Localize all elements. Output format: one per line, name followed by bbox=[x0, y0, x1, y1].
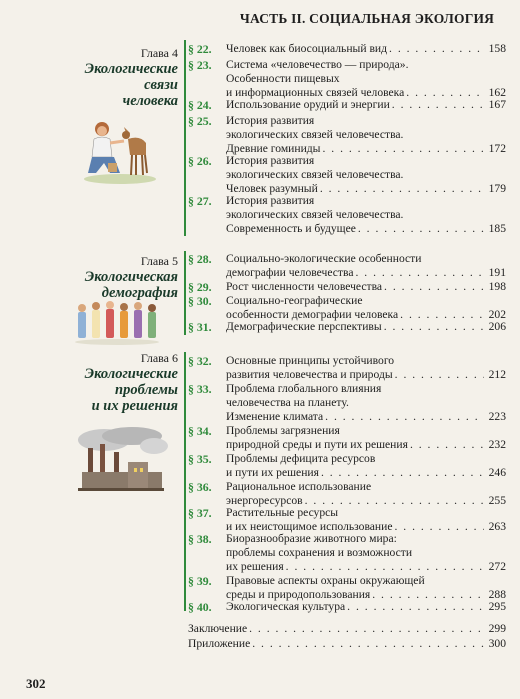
chapter-4-heading bbox=[30, 46, 178, 109]
toc-entry-appendix[interactable] bbox=[188, 637, 506, 650]
chapter-number: Глава 4 bbox=[140, 46, 178, 60]
entry-title: Заключение bbox=[188, 622, 248, 635]
section-number: § 33. bbox=[188, 382, 212, 396]
chapter-number: Глава 5 bbox=[140, 254, 178, 268]
page-ref: 295 bbox=[488, 600, 506, 613]
chapter-5-divider bbox=[184, 251, 186, 335]
page-ref: 202 bbox=[488, 308, 506, 322]
page-ref: 263 bbox=[488, 520, 506, 534]
people-group-illustration bbox=[72, 298, 162, 346]
page-ref: 255 bbox=[488, 494, 506, 508]
page-ref: 185 bbox=[488, 222, 506, 236]
section-number: § 28. bbox=[188, 252, 212, 266]
chapter-title: Экологическая демография bbox=[84, 269, 178, 301]
page-ref: 191 bbox=[488, 266, 506, 280]
chapter-5-heading bbox=[30, 254, 178, 301]
chapter-6-heading bbox=[30, 351, 178, 414]
part-title: ЧАСТЬ II. СОЦИАЛЬНАЯ ЭКОЛОГИЯ bbox=[239, 11, 495, 26]
book-page: ЧАСТЬ II. СОЦИАЛЬНАЯ ЭКОЛОГИЯ Глава 4 Экологические связи человека Глава 5 Экологическая демография Глава 6 Экологические проблемы и их решения § 22. Человек как биосоциальный вид . . . 158 § 23. Система «человечество — природа». Особенности пищевых и информационных связей человека . . . 162 § 24. Использование орудий и энергии . . . 167 § 25. История развития экологических связей человечества. Древние гоминиды . . . 172 § 26. История развития экологических связей человечества. Человек разумный . . . 179 § 27. История развития экологических связей человечества. Современность и будущее . . . 185 § 28. Социально-экологические особенности демографии человечества . . . 191 § 29. Рост численности человечества . . . 198 § 30. Социально-географические особенности демографии человека . . . 202 § 31. Демографические перспективы . . . 206 § 32. Основные принципы устойчивого развития человечества и природы . . . 212 § 33. Проблема глобального влияния человечества на планету. Изменение климата . . . 223 § 34. Проблемы загрязнения природной среды и пути их решения . . . 232 § 35. Проблемы дефицита ресурсов и пути их решения . . . 246 § 36. Рациональное использование энергоресурсов . . . 255 § 37. Растительные ресурсы и их неистощимое использование . . . 263 § 38. Биоразнообразие животного мира: проблемы сохранения и возможности их решения . . . 272 § 39. Правовые аспекты охраны окружающей среды и природопользования . . . 288 § 40. Экологическая культура . . . 295 Заключение . . . 299 Приложение . . . 300 302 bbox=[0, 0, 520, 699]
factory-pollution-illustration bbox=[74, 426, 168, 492]
section-number: § 34. bbox=[188, 424, 212, 438]
section-number: § 37. bbox=[188, 506, 212, 520]
section-number: § 31. bbox=[188, 320, 212, 334]
section-number: § 22. bbox=[188, 42, 212, 56]
section-number: § 25. bbox=[188, 114, 212, 128]
page-ref: 158 bbox=[488, 42, 506, 55]
chapter-number: Глава 6 bbox=[140, 351, 178, 365]
section-number: § 35. bbox=[188, 452, 212, 466]
section-number: § 32. bbox=[188, 354, 212, 368]
section-number: § 38. bbox=[188, 532, 212, 546]
page-ref: 172 bbox=[488, 142, 506, 156]
section-number: § 26. bbox=[188, 154, 212, 168]
page-ref: 167 bbox=[488, 98, 506, 111]
page-ref: 300 bbox=[488, 637, 506, 650]
chapter-6-divider bbox=[184, 352, 186, 611]
page-ref: 223 bbox=[488, 410, 506, 424]
page-ref: 162 bbox=[488, 86, 506, 100]
chapter-title: Экологические связи человека bbox=[84, 61, 178, 109]
page-ref: 299 bbox=[488, 622, 506, 635]
page-ref: 232 bbox=[488, 438, 506, 452]
section-number: § 23. bbox=[188, 58, 212, 72]
section-number: § 29. bbox=[188, 280, 212, 294]
section-number: § 39. bbox=[188, 574, 212, 588]
page-ref: 206 bbox=[488, 320, 506, 333]
page-ref: 272 bbox=[488, 560, 506, 574]
section-number: § 27. bbox=[188, 194, 212, 208]
toc-entry-conclusion[interactable] bbox=[188, 622, 506, 635]
chapter-4-divider bbox=[184, 40, 186, 236]
section-number: § 30. bbox=[188, 294, 212, 308]
entry-title: Приложение bbox=[188, 637, 251, 650]
page-number: 302 bbox=[26, 676, 46, 691]
section-number: § 24. bbox=[188, 98, 212, 112]
chapter-title: Экологические проблемы и их решения bbox=[84, 366, 178, 414]
page-ref: 246 bbox=[488, 466, 506, 480]
page-ref: 179 bbox=[488, 182, 506, 196]
entry-title: Человек как биосоциальный вид bbox=[226, 42, 388, 55]
page-ref: 212 bbox=[488, 368, 506, 382]
woman-with-fawn-illustration bbox=[80, 115, 160, 185]
page-ref: 198 bbox=[488, 280, 506, 293]
section-number: § 36. bbox=[188, 480, 212, 494]
section-number: § 40. bbox=[188, 600, 212, 614]
